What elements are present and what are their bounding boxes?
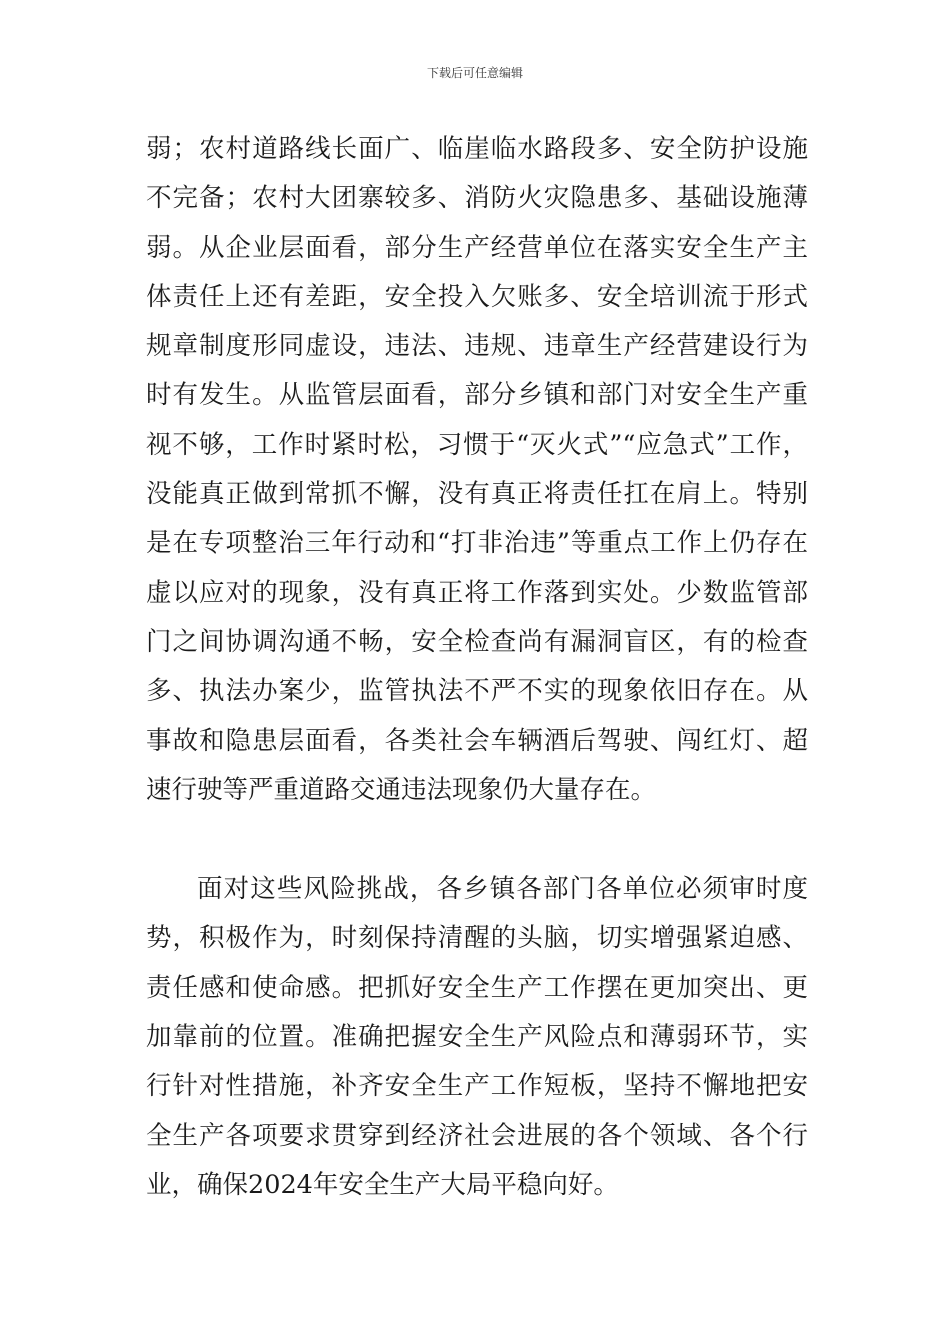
header-note: 下载后可任意编辑: [426, 66, 523, 80]
paragraph-spacer: [146, 815, 808, 865]
paragraph-1: 弱；农村道路线长面广、临崖临水路段多、安全防护设施不完备；农村大团寨较多、消防火灾隐患多、基础设施薄弱。从企业层面看，部分生产经营单位在落实安全生产主体责任上还有差距，安全投入欠账多、安全培训流于形式规章制度形同虚设，违法、违规、违章生产经营建设行为时有发生。从监管层面看，部分乡镇和部门对安全生产重视不够，工作时紧时松，习惯于“灭火式”“应急式”工作，没能真正做到常抓不懈，没有真正将责任扛在肩上。特别是在专项整治三年行动和“打非治违”等重点工作上仍存在虚以应对的现象，没有真正将工作落到实处。少数监管部门之间协调沟通不畅，安全检查尚有漏洞盲区，有的检查多、执法办案少，监管执法不严不实的现象依旧存在。从事故和隐患层面看，各类社会车辆酒后驾驶、闯红灯、超速行驶等严重道路交通违法现象仍大量存在。: [146, 134, 808, 805]
document-body: [146, 125, 808, 1210]
paragraph-2: 面对这些风险挑战，各乡镇各部门各单位必须审时度势，积极作为，时刻保持清醒的头脑，切实增强紧迫感、责任感和使命感。把抓好安全生产工作摆在更加突出、更加靠前的位置。准确把握安全生产风险点和薄弱环节，实行针对性措施，补齐安全生产工作短板，坚持不懈地把安全生产各项要求贯穿到经济社会进展的各个领域、各个行业，确保2024年安全生产大局平稳向好。: [146, 874, 808, 1200]
